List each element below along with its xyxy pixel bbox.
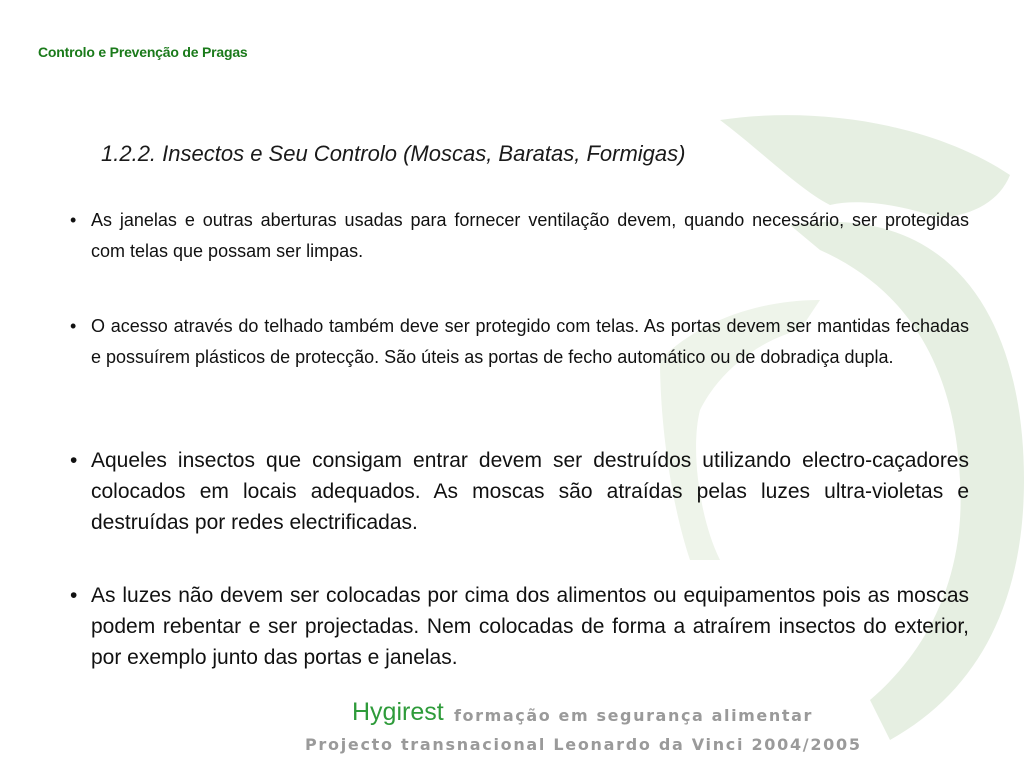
bullet-dot: •	[70, 210, 77, 230]
header-label: Controlo e Prevenção de Pragas	[38, 44, 248, 60]
bullet-text: As luzes não devem ser colocadas por cima dos alimentos ou equipamentos pois as moscas podem rebentar e ser projectadas. Nem colocadas de forma a atraírem insectos do exterior, por exemplo junto das portas e janelas.	[91, 584, 969, 669]
footer-project-label: Projecto transnacional Leonardo da Vinci 2004/2005	[305, 735, 862, 754]
bullet-item	[70, 580, 969, 673]
bullet-dot: •	[70, 449, 78, 472]
watermark-leaf-shape	[720, 115, 1010, 218]
bullet-text: As janelas e outras aberturas usadas para fornecer ventilação devem, quando necessário, ser protegidas com telas que possam ser limpas.	[91, 210, 969, 261]
footer-brand-logo: Hygirest	[352, 698, 444, 726]
bullet-text: Aqueles insectos que consigam entrar devem ser destruídos utilizando electro-caçadores colocados em locais adequados. As moscas são atraídas pelas luzes ultra-violetas e destruídas por redes electrificadas.	[91, 449, 969, 534]
footer-tagline: formação em segurança alimentar	[454, 706, 814, 725]
bullet-text: O acesso através do telhado também deve ser protegido com telas. As portas devem ser mantidas fechadas e possuírem plásticos de protecção. São úteis as portas de fecho automático ou de dobradiça dupla.	[91, 316, 969, 367]
bullet-item	[70, 311, 969, 373]
section-title: 1.2.2. Insectos e Seu Controlo (Moscas, Baratas, Formigas)	[101, 141, 686, 166]
bullet-dot: •	[70, 584, 78, 607]
bullet-item	[70, 445, 969, 538]
bullet-dot: •	[70, 316, 77, 336]
bullet-item	[70, 205, 969, 267]
